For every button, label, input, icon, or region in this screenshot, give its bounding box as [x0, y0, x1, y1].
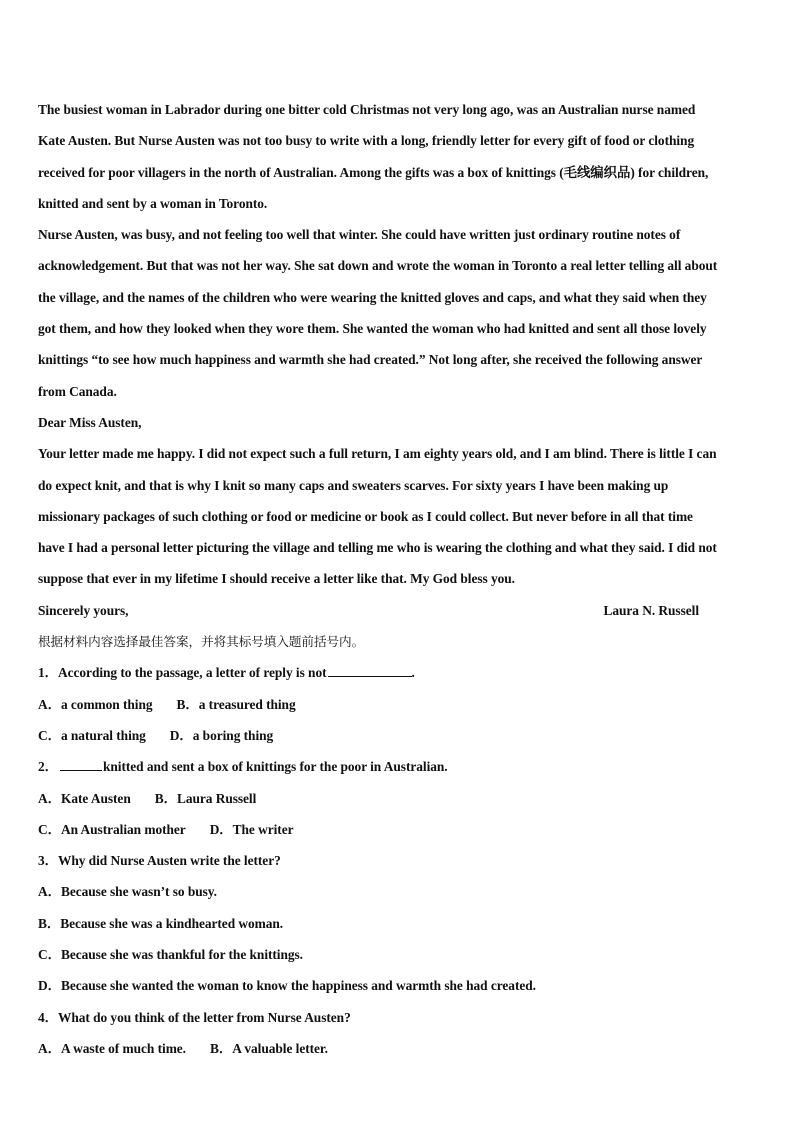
passage-line: suppose that ever in my lifetime I should receive a letter like that. My God bless you.: [38, 571, 515, 587]
option-a[interactable]: A．Kate Austen: [38, 790, 131, 806]
letter-closing: [38, 595, 758, 626]
passage-line: missionary packages of such clothing or food or medicine or book as I could collect. But never before in all that time: [38, 508, 693, 524]
option-b[interactable]: B．Because she was a kindhearted woman.: [38, 915, 284, 931]
passage-line: from Canada.: [38, 383, 117, 399]
answer-blank[interactable]: [328, 664, 412, 677]
passage-line: Kate Austen. But Nurse Austen was not too busy to write with a long, friendly letter for every gift of food or clothing: [38, 133, 695, 149]
question-1-options-row: [38, 720, 758, 751]
option-d[interactable]: D．Because she wanted the woman to know the happiness and warmth she had created.: [38, 978, 536, 994]
option-d[interactable]: D．The writer: [209, 821, 294, 837]
question-text: Why did Nurse Austen write the letter?: [58, 853, 281, 869]
option-b[interactable]: B．a treasured thing: [176, 696, 296, 712]
passage-line: The busiest woman in Labrador during one bitter cold Christmas not very long ago, was an Australian nurse named: [38, 102, 696, 117]
question-3: [38, 845, 758, 876]
passage-line: knittings “to see how much happiness and warmth she had created.” Not long after, she received the following answer: [38, 352, 703, 368]
reading-passage: [38, 94, 758, 626]
question-text: knitted and sent a box of knittings for the poor in Australian.: [103, 759, 448, 775]
option-a[interactable]: A．Because she wasn’t so busy.: [38, 884, 217, 900]
question-number: 1．: [38, 665, 58, 681]
passage-line: Your letter made me happy. I did not expect such a full return, I am eighty years old, and I am blind. There is little I can: [38, 446, 717, 462]
passage-line: got them, and how they looked when they wore them. She wanted the woman who had knitted and sent all those lovely: [38, 321, 707, 337]
question-4-options-row: [38, 1033, 758, 1064]
passage-line: the village, and the names of the children who were wearing the knitted gloves and caps, and what they said when they: [38, 289, 707, 305]
answer-blank[interactable]: [60, 758, 102, 771]
passage-line: knitted and sent by a woman in Toronto.: [38, 195, 268, 211]
passage-line: received for poor villagers in the north of Australian. Among the gifts was a box of knittings (毛线编织品) for children,: [38, 164, 709, 180]
question-text-end: .: [411, 665, 415, 681]
question-text: According to the passage, a letter of reply is not: [58, 665, 327, 681]
option-d[interactable]: D．a boring thing: [169, 727, 274, 743]
option-c[interactable]: C．An Australian mother: [38, 821, 186, 837]
option-b[interactable]: B．A valuable letter.: [209, 1040, 328, 1056]
question-2-options-row: [38, 783, 758, 814]
option-a[interactable]: A．a common thing: [38, 696, 153, 712]
question-4: [38, 1002, 758, 1033]
option-c[interactable]: C．Because she was thankful for the knittings.: [38, 947, 303, 963]
question-2: [38, 751, 758, 782]
passage-line: acknowledgement. But that was not her way. She sat down and wrote the woman in Toronto a real letter telling all about: [38, 258, 718, 274]
document-page: [38, 94, 758, 1064]
passage-line: do expect knit, and that is why I knit so many caps and sweaters scarves. For sixty years I have been making up: [38, 477, 669, 493]
passage-line: have I had a personal letter picturing the village and telling me who is wearing the clothing and what they said. I did not: [38, 540, 717, 556]
option-b[interactable]: B．Laura Russell: [154, 790, 257, 806]
question-number: 4．: [38, 1009, 58, 1025]
option-a[interactable]: A．A waste of much time.: [38, 1040, 186, 1056]
question-number: 2．: [38, 759, 58, 775]
question-number: 3．: [38, 853, 58, 869]
question-text: What do you think of the letter from Nurse Austen?: [58, 1009, 351, 1025]
question-2-options-row: [38, 814, 758, 845]
option-c[interactable]: C．a natural thing: [38, 727, 146, 743]
instruction: 根据材料内容选择最佳答案，并将其标号填入题前括号内。: [38, 634, 365, 650]
signature-name: Laura N. Russell: [603, 602, 699, 618]
question-1: [38, 657, 758, 688]
closing-phrase: Sincerely yours,: [38, 602, 129, 618]
question-1-options-row: [38, 689, 758, 720]
passage-line: Nurse Austen, was busy, and not feeling too well that winter. She could have written just ordinary routine notes of: [38, 227, 681, 243]
letter-salutation: Dear Miss Austen,: [38, 414, 142, 430]
